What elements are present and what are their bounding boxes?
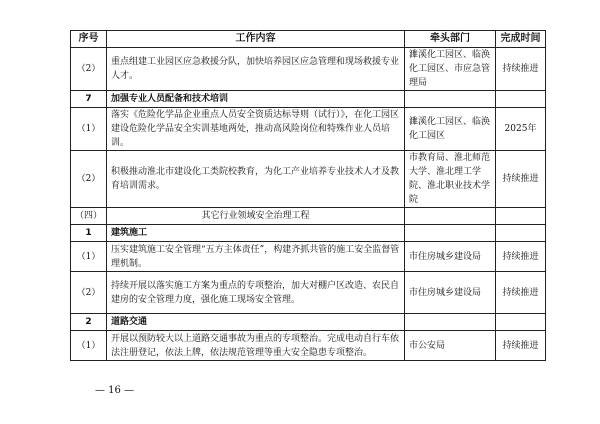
- content-cell: 道路交通: [107, 314, 405, 331]
- no-cell: （1）: [71, 242, 107, 272]
- content-cell: 积极推动淮北市建设化工类院校教育，为化工产业培养专业技术人才及教育培训需求。: [107, 151, 405, 208]
- dept-cell: 濉溪化工园区、临涣化工园区: [405, 108, 496, 151]
- table-row: [71, 151, 546, 208]
- time-cell: 持续推进: [496, 242, 546, 272]
- content-cell: 重点组建工业园区应急救援分队，加快培养园区应急管理和现场救援专业人才。: [107, 48, 405, 91]
- no-cell: （2）: [71, 48, 107, 91]
- content-cell: 加强专业人员配备和技术培训: [107, 91, 405, 108]
- content-cell: 压实建筑施工安全管理“五方主体责任”，构建齐抓共管的施工安全监督管理机制。: [107, 242, 405, 272]
- content-cell: 持续开展以落实施工方案为重点的专项整治，加大对棚户区改造、农民自建房的安全管理力度，强化施工现场安全管理。: [107, 272, 405, 314]
- content-cell: 其它行业领域安全治理工程: [107, 208, 405, 225]
- table-header-row: [71, 31, 546, 48]
- table-row: [71, 108, 546, 151]
- time-cell: [496, 91, 546, 108]
- section-row: [71, 225, 546, 242]
- dept-cell: [405, 314, 496, 331]
- content-cell: 建筑施工: [107, 225, 405, 242]
- table-body: [71, 48, 546, 361]
- no-cell: （1）: [71, 331, 107, 361]
- dept-cell: 市公安局: [405, 331, 496, 361]
- time-cell: 持续推进: [496, 151, 546, 208]
- table-row: [71, 272, 546, 314]
- dept-cell: [405, 91, 496, 108]
- work-plan-table: [70, 30, 546, 361]
- no-cell: （1）: [71, 108, 107, 151]
- table-row: [71, 48, 546, 91]
- no-cell: 2: [71, 314, 107, 331]
- no-cell: 1: [71, 225, 107, 242]
- content-cell: 落实《危险化学品企业重点人员安全资质达标导则（试行）》，在化工园区建设危险化学品安全实训基地两处，推动高风险岗位和特殊作业人员培训。: [107, 108, 405, 151]
- time-cell: 2025年: [496, 108, 546, 151]
- category-row: [71, 208, 546, 225]
- header-time: 完成时间: [496, 31, 546, 48]
- header-dept: 牵头部门: [405, 31, 496, 48]
- dept-cell: 市教育局、淮北师范大学、淮北理工学院、淮北职业技术学院: [405, 151, 496, 208]
- no-cell: （四）: [71, 208, 107, 225]
- time-cell: 持续推进: [496, 48, 546, 91]
- header-content: 工作内容: [107, 31, 405, 48]
- dept-cell: 市住房城乡建设局: [405, 242, 496, 272]
- header-no: 序号: [71, 31, 107, 48]
- no-cell: （2）: [71, 151, 107, 208]
- section-row: [71, 314, 546, 331]
- no-cell: 7: [71, 91, 107, 108]
- dept-cell: [405, 208, 496, 225]
- dept-cell: [405, 225, 496, 242]
- page-number: — 16 —: [95, 385, 135, 396]
- dept-cell: 濉溪化工园区、临涣化工园区、市应急管理局: [405, 48, 496, 91]
- table-row: [71, 242, 546, 272]
- time-cell: [496, 225, 546, 242]
- time-cell: [496, 208, 546, 225]
- time-cell: [496, 314, 546, 331]
- time-cell: 持续推进: [496, 331, 546, 361]
- section-row: [71, 91, 546, 108]
- time-cell: 持续推进: [496, 272, 546, 314]
- table-row: [71, 331, 546, 361]
- no-cell: （2）: [71, 272, 107, 314]
- content-cell: 开展以预防较大以上道路交通事故为重点的专项整治。完成电动自行车依法注册登记，依法上牌，依法规范管理等重大安全隐患专项整治。: [107, 331, 405, 361]
- dept-cell: 市住房城乡建设局: [405, 272, 496, 314]
